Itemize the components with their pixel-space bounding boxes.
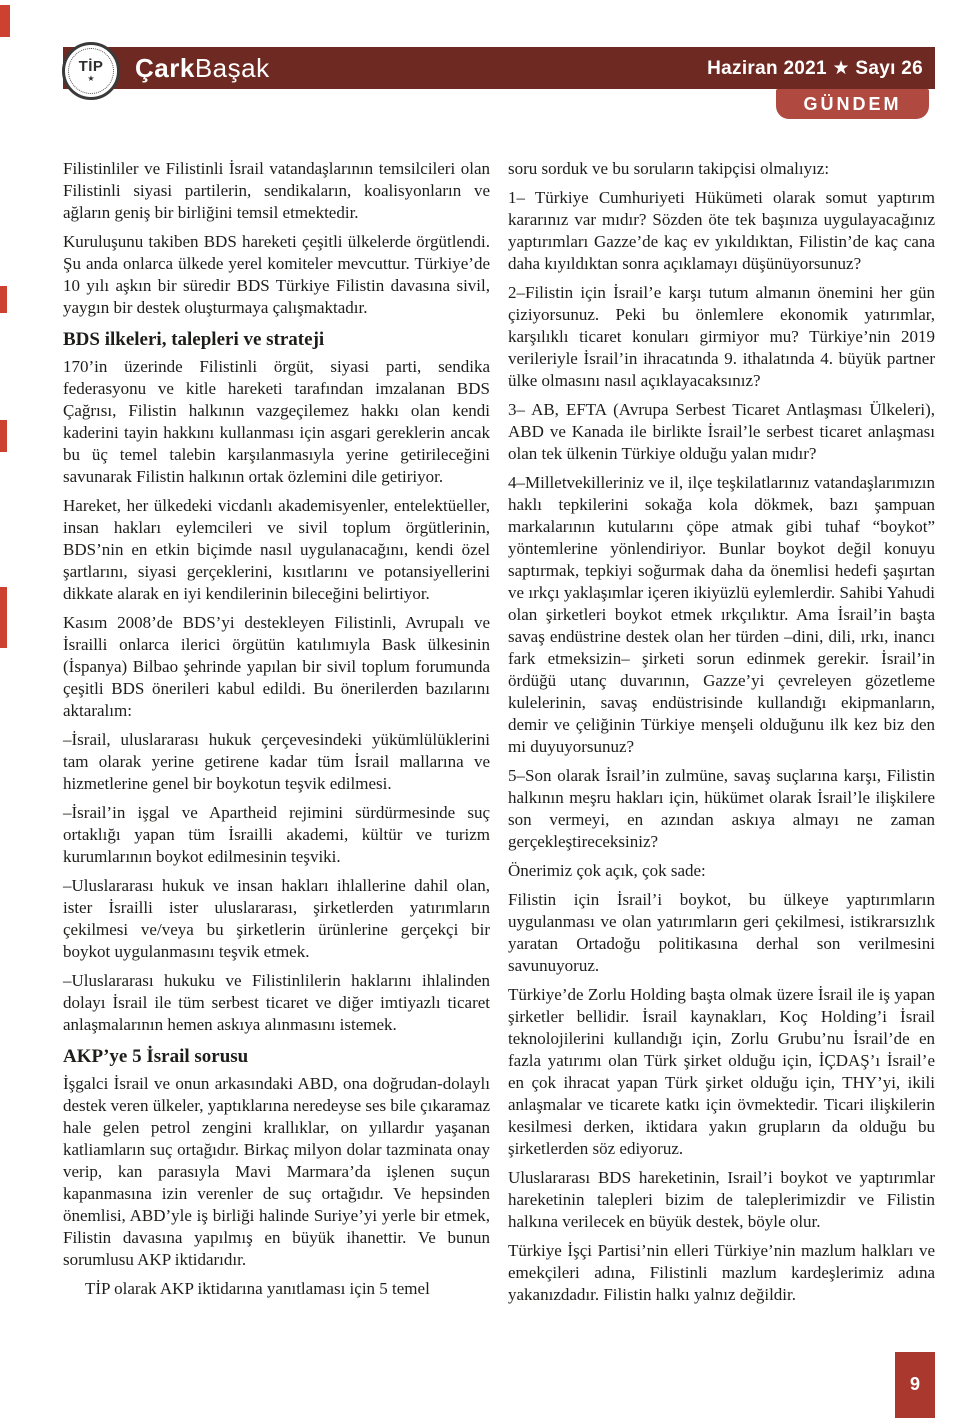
- article-paragraph: soru sorduk ve bu soruların takipçisi olmalıyız:: [508, 159, 830, 178]
- article-paragraph: 5–Son olarak İsrail’in zulmüne, savaş suçlarına karşı, Filistin halkının meşru hakları için, hükümet olarak İsrail’le ilişkilere son vermeyi, en azından askıya almayı ne zaman gerçekleştireceksiniz?: [508, 766, 935, 851]
- page-number: 9: [909, 1374, 920, 1394]
- article-paragraph: Önerimiz çok açık, çok sade:: [508, 861, 706, 880]
- article-paragraph: Türkiye İşçi Partisi’nin elleri Türkiye’nin mazlum halkları ve emekçileri adına, Filistinli mazlum kardeşlerimiz adına yakanızdadır. Filistin halkı yalnız değildir.: [508, 1241, 935, 1304]
- tip-logo-emblem: [68, 48, 114, 94]
- section-heading: AKP’ye 5 İsrail sorusu: [63, 1046, 249, 1067]
- issue-info: Haziran 2021 ★ Sayı 26: [707, 57, 923, 79]
- magazine-title-bold: Çark: [135, 53, 195, 83]
- section-badge-gundem: GÜNDEM: [776, 89, 929, 119]
- article-paragraph: 4–Milletvekilleriniz ve il, ilçe teşkilatlarınız vatandaşlarımızın haklı tepkilerini sokağa kola dökmek, bazı şampuan markalarının kutularını çöpe atmak gibi tuhaf “boykot” yöntemlerine yönlendiriyor. Bunlar boykot değil konuyu saptırmak, tepkiyi soğurmak daha da önemlisi hedefi şaşırtan ve ırkçı yaklaşımlar içeren ikiyüzlü eylemlerdir. Sahibi Yahudi olan şirketleri boykot etmek ırkçılıktır. Ama İsrail’in başta savaş endüstrine destek olan her türden –dini, dili, ırkı, inancı fark etmeksizin– şirketi sorun edinmek gerekir. İsrail’in ördüğü utanç duvarının, Gazze’yi çevreleyen gözetleme kulelerinin, savaş endüstrisinde kullandığı ekipmanların, demir ve çeliğinin Türkiye menşeli olduğunu ilk kez biz den mi duyuyorsunuz?: [508, 473, 935, 756]
- article-left-column: [63, 158, 490, 1313]
- article-paragraph: Filistin için İsrail’i boykot, bu ülkeye yaptırımların uygulanması ve olan yatırımların geri çekilmesi, istikrarsızlık yaratan Ortadoğu politikasına derhal son verilmesini savunuyoruz.: [508, 890, 935, 975]
- tip-logo-text: TİP: [78, 58, 104, 75]
- article-body: [63, 158, 935, 1313]
- article-right-column: [508, 158, 935, 1313]
- section-heading: BDS ilkeleri, talepleri ve strateji: [63, 329, 325, 350]
- article-paragraph: Türkiye’de Zorlu Holding başta olmak üzere İsrail ile iş yapan şirketler bellidir. İsrail kaynakları, Koç Holding’i İsrail teknolojilerini kullandığı için, Zorlu Grubu’nu İsrail’de en fazla yatırımı olan Türk şirket olduğu için, İÇDAŞ’ı İsrail’e en çok ihracat yapan Türk şirket olduğu için, THY’yi, ikili anlaşmalar ve ticarete katkı için övmektedir. Ticari ilişkilerin kesilmesi derken, iktidara yakın grupların da olduğu bu şirketlerden söz ediyoruz.: [508, 985, 935, 1158]
- article-paragraph: 1– Türkiye Cumhuriyeti Hükümeti olarak somut yaptırım kararınız var mıdır? Sözden öte tek başınıza uygulayacağınız yaptırımları Gazze’de kaç ev yıkıldıktan, Filistin’de kaç cana daha kıyıldıktan sonra açıklamayı düşünüyorsunuz?: [508, 188, 935, 273]
- print-edge-mark: [0, 5, 10, 37]
- article-paragraph: Hareket, her ülkedeki vicdanlı akademisyenler, entelektüeller, insan hakları eylemcileri ve sivil toplum örgütlerinin, BDS’nin en etkin biçimde nasıl uygulanacağını, kendi özel şartlarını, siyasi gerçeklerini, kısıtlarını ve potansiyellerini dikkate alarak en iyi kendilerinin bileceğini belirtiyor.: [63, 496, 490, 603]
- article-paragraph: 170’in üzerinde Filistinli örgüt, siyasi parti, sendika federasyonu ve kitle hareketi tarafından imzalanan BDS Çağrısı, Filistin halkının vazgeçilemez hakkı olan kendi kaderini tayin hakkını kullanması için asgari gereklerin ancak bu üç temel talebin karşılanmasıyla yerine getirileceğini savunarak Filistin halkının ortak özlemini dile getiriyor.: [63, 357, 490, 486]
- print-edge-mark: [0, 420, 7, 452]
- magazine-title: [135, 55, 270, 81]
- page-number-box: [895, 1352, 935, 1418]
- article-paragraph: 2–Filistin için İsrail’e karşı tutum almanın önemini her gün çiziyorsunuz. Peki bu önlemlere ekonomik yatırımlar, karşılıklı ticaret konuları girmiyor mu? Türkiye’nin 2019 verileriyle İsrail’in ihracatında 9. ithalatında 4. büyük partner ülke olmasını nasıl açıklayacaksınız?: [508, 283, 935, 390]
- article-paragraph: –İsrail, uluslararası hukuk çerçevesindeki yükümlülüklerini tam olarak yerine getirene kadar tüm İsrail mallarına ve hizmetlerine genel bir boykotun teşvik edilmesi.: [63, 730, 490, 793]
- article-paragraph: 3– AB, EFTA (Avrupa Serbest Ticaret Antlaşması Ülkeleri), ABD ve Kanada ile birlikte İsrail’le serbest ticaret anlaşması olan tek ülkenin Türkiye olduğu yalan mıdır?: [508, 400, 935, 463]
- article-paragraph: TİP olarak AKP iktidarına yanıtlaması için 5 temel: [85, 1279, 430, 1298]
- article-paragraph: –Uluslararası hukuk ve insan hakları ihlallerine dahil olan, ister İsrailli ister uluslararası, şirketlerden yatırımların çekilmesi ve/veya bu şirketlerin ürünlerine gerçekçi bir boykot uygulanmasını teşvik etmek.: [63, 876, 490, 961]
- article-paragraph: İşgalci İsrail ve onun arkasındaki ABD, ona doğrudan-dolaylı destek veren ülkeler, yaptıklarına neredeyse ses bile çıkaramaz hale gelen petrol zengini krallıklar, on yıllardır yaşanan katliamların suç ortağıdır. Birkaç milyon dolar tazminata onay verip, kan parasıyla Mavi Marmara’da işlenen suçun kapanmasına izin verenler de suç ortağıdır. Ve hepsinden önemlisi, ABD’yle iş birliği halinde Suriye’yi yerle bir etmek, Filistin davasına yapılmış en büyük ihanettir. Ve bunun sorumlusu AKP iktidarıdır.: [63, 1074, 490, 1269]
- print-edge-mark: [0, 587, 7, 648]
- masthead-bar: [63, 47, 935, 89]
- print-edge-mark: [0, 286, 7, 313]
- article-paragraph: –İsrail’in işgal ve Apartheid rejimini sürdürmesinde suç ortaklığı yapan tüm İsrailli akademi, kültür ve turizm kurumlarının boykot edilmesinin teşviki.: [63, 803, 490, 866]
- article-paragraph: –Uluslararası hukuku ve Filistinlilerin haklarını ihlalinden dolayı İsrail ile tüm serbest ticaret ve diğer imtiyazlı ticaret anlaşmalarının hemen askıya alınmasını istemek.: [63, 971, 490, 1034]
- article-paragraph: Kuruluşunu takiben BDS hareketi çeşitli ülkelerde örgütlendi. Şu anda onlarca ülkede yerel komiteler mevcuttur. Türkiye’de 10 yılı aşkın bir süredir BDS Türkiye Filistin davasına sivil, yaygın bir destek oluşturmaya çalışmaktadır.: [63, 232, 490, 317]
- article-paragraph: Uluslararası BDS hareketinin, Israil’i boykot ve yaptırımlar hareketinin talepleri bizim de taleplerimizdir ve Filistin halkına verilecek en büyük destek, böyle olur.: [508, 1168, 935, 1231]
- article-paragraph: Kasım 2008’de BDS’yi destekleyen Filistinli, Avrupalı ve İsrailli onlarca ilerici örgütün katılımıyla Bask ülkesinin (İspanya) Bilbao şehrinde yapılan bir sivil toplum forumunda çeşitli BDS önerileri kabul edildi. Bu önerilerden bazılarını aktaralım:: [63, 613, 490, 720]
- magazine-title-light: Başak: [194, 53, 270, 83]
- tip-party-logo: [62, 42, 120, 100]
- article-paragraph: Filistinliler ve Filistinli İsrail vatandaşlarının temsilcileri olan Filistinli siyasi partilerin, sendikaların, koalisyonların ve ağların geniş bir birliğini temsil etmektedir.: [63, 159, 490, 222]
- star-icon: ★: [87, 74, 95, 83]
